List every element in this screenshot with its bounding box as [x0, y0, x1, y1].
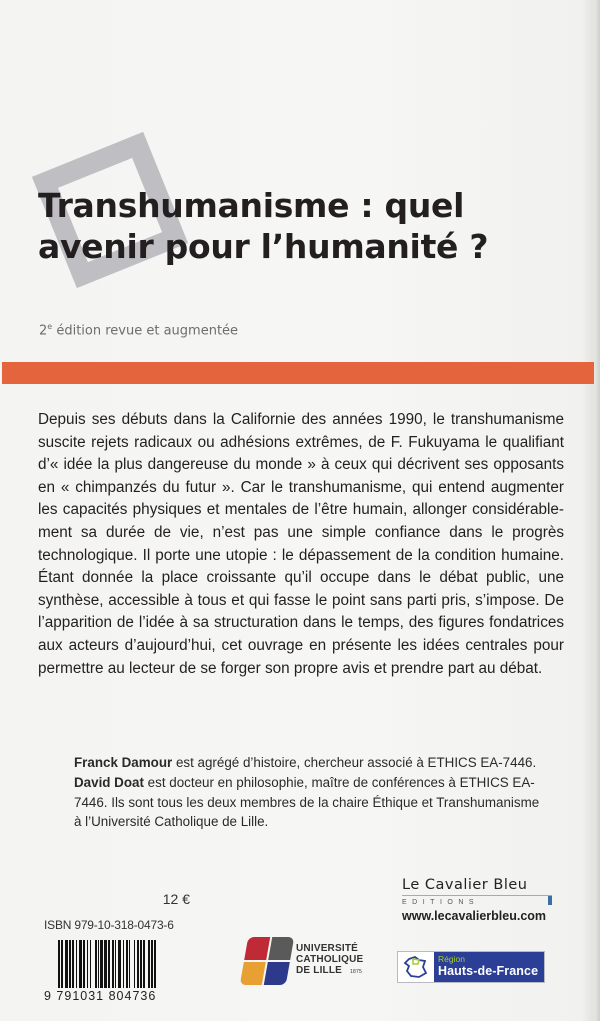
title-line-1: Transhumanisme : quel [38, 186, 465, 225]
region-name-box [434, 952, 544, 982]
barcode-digits: 9 791031 804736 [44, 989, 157, 1003]
author-1-name: Franck Damour [74, 755, 173, 770]
region-label: Région [438, 954, 465, 964]
publisher-mark-icon [548, 896, 552, 905]
university-shield-icon [240, 937, 294, 985]
publisher-logo [402, 877, 552, 923]
university-year: 1875 [350, 969, 362, 975]
blurb-text: Depuis ses débuts dans la Californie des années 1990, le transhumanisme suscite rejets radicaux ou adhésions extrêmes, de F. Fukuyama le qualifiant d’« idée la plus dangereuse du monde » à ceux qui décrivent ses opposants en « chimpanzés du futur ». Car le transhumanisme, qui entend augmenter les capacités physiques et mentales de l’être humain, allonger considérablement sa durée de vie, n’est pas une simple confiance dans le progrès technologique. Il porte une utopie : le dépassement de la condition humaine. Étant donnée la place croissante qu’il occupe dans le débat public, une synthèse, accessible à tous et qui fasse le point sans parti pris, s’impose. De l’apparition de l’idée à sa structuration dans le temps, des figures fondatrices aux acteurs d’aujourd’hui, cet ouvrage en présente les idées centrales pour permettre au lecteur de se forger son propre avis et prendre part au débat. [38, 411, 564, 677]
price: 12 € [162, 891, 190, 907]
edition-subtitle: 2e édition revue et augmentée [39, 322, 239, 339]
university-logo [244, 937, 374, 989]
isbn: ISBN 979-10-318-0473-6 [44, 918, 174, 932]
university-name: UNIVERSITÉ CATHOLIQUE DE LILLE 1875 [296, 943, 364, 976]
title-line-2: avenir pour l’humanité ? [38, 227, 489, 266]
authors-bio [74, 753, 544, 832]
author-1-bio: est agrégé d’histoire, chercheur associé à ETHICS EA-7446. [172, 755, 537, 770]
region-logo [397, 951, 545, 983]
region-name: Hauts-de-France [438, 964, 539, 978]
author-2-name: David Doat [74, 774, 144, 790]
publisher-name: Le Cavalier Bleu [402, 877, 552, 896]
author-2-bio: est docteur en philosophie, maître de conférences à ETHICS EA-7446. Ils sont tous les deux membres de la chaire Éthique et Transhumanisme à l’Université Catholique de Lille. [74, 774, 540, 830]
france-map-icon [398, 952, 434, 982]
barcode-icon [58, 940, 186, 988]
book-title [38, 185, 488, 267]
publisher-label: EDITIONS [402, 899, 552, 906]
orange-divider-bar [2, 362, 600, 384]
cover-edge [594, 0, 600, 1021]
publisher-url: www.lecavalierbleu.com [402, 909, 547, 923]
